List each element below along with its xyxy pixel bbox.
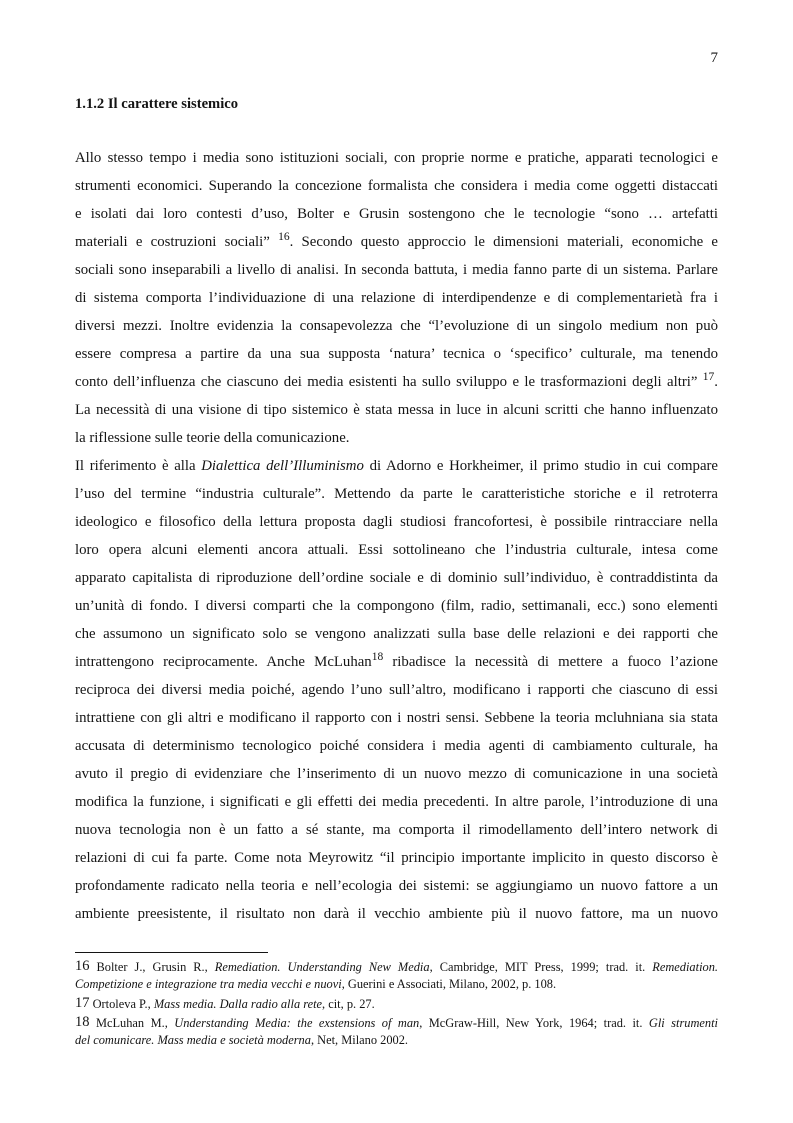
footnote-18 (75, 1015, 718, 1049)
text-line (75, 452, 718, 480)
text-run: strumenti economici. Superando la concezione formalista che considera i media come oggetti distaccati (75, 178, 718, 194)
text-line (75, 732, 718, 760)
text-run: modifica la funzione, i significati e gli effetti dei media precedenti. In altre parole, l’introduzione di una (75, 794, 718, 810)
text-line (75, 480, 718, 508)
text-run: . Secondo questo approccio le dimensioni materiali, economiche e (289, 234, 718, 250)
text-line (75, 256, 718, 284)
text-line (75, 144, 718, 172)
text-run: . (714, 374, 718, 390)
text-run: Allo stesso tempo i media sono istituzioni sociali, con proprie norme e pratiche, apparati tecnologici e (75, 150, 718, 166)
text-run: che assumono un significato solo se vengono analizzati sulla base delle relazioni e dei rapporti che (75, 626, 718, 642)
italic-title: Remediation. (652, 960, 719, 974)
text-line (75, 368, 718, 396)
text-line (75, 564, 718, 592)
text-line (75, 1015, 718, 1032)
text-line (75, 648, 718, 676)
text-line (75, 760, 718, 788)
text-line (75, 620, 718, 648)
text-line (75, 312, 718, 340)
text-line (75, 592, 718, 620)
text-run: , Cambridge, MIT Press, 1999; trad. it. (429, 960, 653, 974)
text-run: profondamente radicato nella teoria e nell’ecologia dei sistemi: se aggiungiamo un nuovo fattore a un (75, 878, 718, 894)
text-run: diversi mezzi. Inoltre evidenzia la consapevolezza che “l’evoluzione di un singolo medium non può (75, 318, 718, 334)
text-line (75, 788, 718, 816)
text-run: , Guerini e Associati, Milano, 2002, p. 108. (341, 977, 557, 991)
text-run: conto dell’influenza che ciascuno dei media esistenti ha sullo sviluppo e le trasformazioni degli altri” (75, 374, 703, 390)
paragraph (75, 144, 718, 452)
text-line (75, 508, 718, 536)
text-run: nuova tecnologia non è un fatto a sé stante, ma comporta il rimodellamento dell’intero network di (75, 822, 718, 838)
text-run: apparato capitalista di riproduzione dell’ordine sociale e di dominio sull’individuo, è contraddistinta da (75, 570, 718, 586)
text-run: ribadisce la necessità di mettere a fuoco l’azione (383, 654, 718, 670)
text-run: , Net, Milano 2002. (310, 1033, 409, 1047)
text-run: Ortoleva P., (89, 997, 154, 1011)
text-run: ideologico e filosofico della lettura proposta dagli studiosi francofortesi, è possibile rintracciare nella (75, 514, 718, 530)
text-run: intrattengono reciprocamente. Anche McLuhan (75, 654, 372, 670)
footnote-number: 18 (75, 1014, 90, 1030)
footnote-reference: 17 (702, 371, 715, 383)
footnote-separator (75, 952, 268, 953)
text-line (75, 844, 718, 872)
text-run: un’unità di fondo. I diversi comparti che la compongono (film, radio, settimanali, ecc.) sono elementi (75, 598, 718, 614)
text-line (75, 228, 718, 256)
footnote-number: 16 (75, 958, 90, 974)
text-run: La necessità di una visione di tipo sistemico è stata messa in luce in alcuni scritti che hanno influenzato (75, 402, 718, 418)
paragraph (75, 452, 718, 928)
text-line (75, 872, 718, 900)
italic-title: del comunicare. Mass media e società moderna (75, 1033, 311, 1047)
text-run: Bolter J., Grusin R., (89, 960, 215, 974)
text-run: reciproca dei diversi media poiché, agendo l’uno sull’altro, modificano i rapporti che ciascuno di essi (75, 682, 718, 698)
body-text (75, 144, 718, 928)
text-line (75, 676, 718, 704)
section-heading: 1.1.2 Il carattere sistemico (75, 96, 239, 112)
text-line (75, 1032, 718, 1049)
text-run: relazioni di cui fa parte. Come nota Meyrowitz “il principio importante implicito in questo discorso è (75, 850, 718, 866)
text-run: Il riferimento è alla (75, 458, 202, 474)
text-run: la riflessione sulle teorie della comunicazione. (75, 430, 350, 446)
text-run: materiali e costruzioni sociali” (75, 234, 279, 250)
text-line (75, 396, 718, 424)
text-line (75, 976, 718, 993)
text-run: essere compresa a partire da una sua supposta ‘natura’ tecnica o ‘specifico’ culturale, ma tenendo (75, 346, 718, 362)
text-run: sociali sono inseparabili a livello di analisi. In seconda battuta, i media fanno parte di un sistema. Parlare (75, 262, 718, 278)
text-run: intrattiene con gli altri e modificano il rapporto con i nostri sensi. Sebbene la teoria mcluhniana sia stata (75, 710, 718, 726)
text-line (75, 816, 718, 844)
text-line (75, 900, 718, 928)
text-line (75, 200, 718, 228)
text-run: di Adorno e Horkheimer, il primo studio in cui compare (363, 458, 719, 474)
page-number: 7 (710, 50, 718, 66)
italic-title: Gli strumenti (648, 1016, 718, 1030)
text-run: McLuhan M., (89, 1016, 175, 1030)
text-line (75, 424, 718, 452)
italic-title: Understanding Media: the exstensions of man (174, 1016, 420, 1030)
text-run: , cit, p. 27. (322, 997, 375, 1011)
text-line (75, 172, 718, 200)
text-run: accusata di determinismo tecnologico poiché considera i media agenti di cambiamento culturale, ha (75, 738, 718, 754)
text-run: di sistema comporta l’individuazione di una relazione di interdipendenze e di complementarietà fra i (75, 290, 718, 306)
italic-title: Remediation. Understanding New Media (214, 960, 430, 974)
footnote-reference: 18 (371, 651, 384, 663)
text-line (75, 340, 718, 368)
text-run: l’uso del termine “industria culturale”. Mettendo da parte le caratteristiche storiche e il retroterra (75, 486, 718, 502)
text-line (75, 959, 718, 976)
italic-title: Mass media. Dalla radio alla rete (153, 997, 323, 1011)
text-run: loro opera alcuni elementi ancora attuali. Essi sottolineano che l’industria culturale, intesa come (75, 542, 718, 558)
text-line (75, 284, 718, 312)
text-line (75, 536, 718, 564)
footnote-16 (75, 959, 718, 993)
text-line (75, 996, 718, 1013)
footnote-reference: 16 (278, 231, 290, 243)
text-run: ambiente preesistente, il risultato non darà il vecchio ambiente più il nuovo fattore, ma un nuovo (75, 906, 718, 922)
text-line (75, 704, 718, 732)
text-run: e isolati dai loro contesti d’uso, Bolter e Grusin sostengono che le tecnologie “sono … artefatti (75, 206, 718, 222)
italic-title: Dialettica dell’Illuminismo (201, 458, 364, 474)
text-run: avuto il pregio di evidenziare che l’inserimento di un nuovo mezzo di comunicazione in una società (75, 766, 718, 782)
italic-title: Competizione e integrazione tra media vecchi e nuovi (75, 977, 342, 991)
footnote-number: 17 (75, 995, 90, 1011)
footnote-17 (75, 996, 718, 1013)
text-run: , McGraw-Hill, New York, 1964; trad. it. (419, 1016, 649, 1030)
